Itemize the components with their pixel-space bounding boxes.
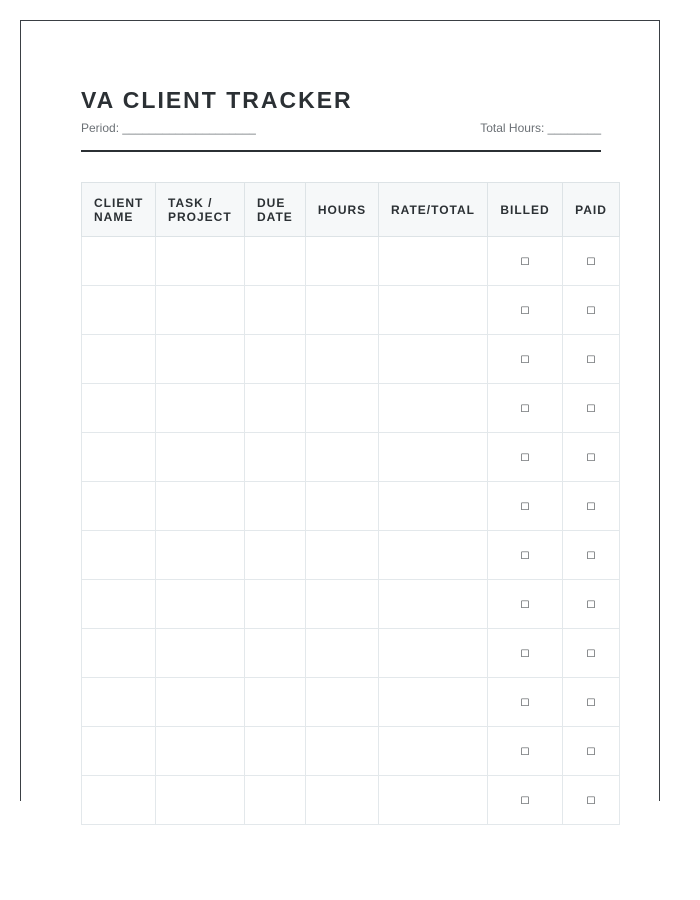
billed-cell [488,776,563,825]
due-date-cell[interactable] [245,482,306,531]
task-project-cell[interactable] [156,384,245,433]
billed-checkbox[interactable]: ☐ [520,698,530,709]
table-row [82,580,620,629]
paid-cell [563,727,620,776]
billed-checkbox[interactable]: ☐ [520,404,530,415]
column-header-client-name [82,183,156,237]
hours-cell[interactable] [306,335,379,384]
due-date-cell[interactable] [245,776,306,825]
task-project-cell[interactable] [156,776,245,825]
column-header-due-date [245,183,306,237]
rate-total-cell[interactable] [379,678,488,727]
billed-cell [488,678,563,727]
rate-total-cell[interactable] [379,433,488,482]
billed-checkbox[interactable]: ☐ [520,649,530,660]
tracker-table [81,182,620,825]
paid-cell [563,580,620,629]
table-body [82,237,620,825]
hours-cell[interactable] [306,237,379,286]
rate-total-cell[interactable] [379,482,488,531]
rate-total-cell[interactable] [379,580,488,629]
billed-cell [488,580,563,629]
task-project-cell[interactable] [156,678,245,727]
column-header-label: PROJECT [168,209,232,224]
billed-checkbox[interactable]: ☐ [520,257,530,268]
table-row [82,629,620,678]
due-date-cell[interactable] [245,580,306,629]
client-name-cell[interactable] [82,482,156,531]
client-name-cell[interactable] [82,335,156,384]
hours-cell[interactable] [306,286,379,335]
paid-cell [563,335,620,384]
task-project-cell[interactable] [156,580,245,629]
paid-cell [563,384,620,433]
billed-checkbox[interactable]: ☐ [520,502,530,513]
table-row [82,482,620,531]
column-header-label: NAME [94,209,134,224]
rate-total-cell[interactable] [379,531,488,580]
task-project-cell[interactable] [156,286,245,335]
billed-cell [488,286,563,335]
paid-checkbox[interactable]: ☐ [586,698,596,709]
client-name-cell[interactable] [82,384,156,433]
paid-checkbox[interactable]: ☐ [586,649,596,660]
paid-checkbox[interactable]: ☐ [586,306,596,317]
client-name-cell[interactable] [82,286,156,335]
billed-checkbox[interactable]: ☐ [520,355,530,366]
header-divider [81,150,601,152]
task-project-cell[interactable] [156,433,245,482]
client-name-cell[interactable] [82,678,156,727]
client-name-cell[interactable] [82,629,156,678]
billed-checkbox[interactable]: ☐ [520,551,530,562]
paid-cell [563,237,620,286]
period-field: Period: ____________________ [81,121,256,135]
column-header-label: PAID [575,202,607,217]
client-name-cell[interactable] [82,531,156,580]
rate-total-cell[interactable] [379,629,488,678]
table-row [82,678,620,727]
billed-cell [488,335,563,384]
billed-checkbox[interactable]: ☐ [520,453,530,464]
due-date-cell[interactable] [245,433,306,482]
billed-cell [488,384,563,433]
task-project-cell[interactable] [156,482,245,531]
hours-cell[interactable] [306,776,379,825]
table-row [82,531,620,580]
hours-cell[interactable] [306,482,379,531]
paid-cell [563,433,620,482]
hours-cell[interactable] [306,727,379,776]
column-header-billed [488,183,563,237]
due-date-cell[interactable] [245,384,306,433]
paid-checkbox[interactable]: ☐ [586,257,596,268]
column-header-rate-total [379,183,488,237]
hours-cell[interactable] [306,580,379,629]
paid-checkbox[interactable]: ☐ [586,600,596,611]
hours-cell[interactable] [306,678,379,727]
table-row [82,335,620,384]
task-project-cell[interactable] [156,335,245,384]
column-header-label: CLIENT [94,195,144,210]
table-row [82,237,620,286]
rate-total-cell[interactable] [379,237,488,286]
due-date-cell[interactable] [245,335,306,384]
billed-cell [488,433,563,482]
paid-checkbox[interactable]: ☐ [586,747,596,758]
billed-cell [488,531,563,580]
billed-cell [488,629,563,678]
billed-checkbox[interactable]: ☐ [520,747,530,758]
due-date-cell[interactable] [245,237,306,286]
table-row [82,433,620,482]
paid-cell [563,776,620,825]
task-project-cell[interactable] [156,727,245,776]
task-project-cell[interactable] [156,237,245,286]
due-date-cell[interactable] [245,286,306,335]
paid-cell [563,482,620,531]
table-row [82,776,620,825]
due-date-cell[interactable] [245,629,306,678]
table-row [82,286,620,335]
column-header-label: HOURS [317,202,367,217]
billed-checkbox[interactable]: ☐ [520,600,530,611]
column-header-label: TASK / [168,195,213,210]
paid-checkbox[interactable]: ☐ [586,796,596,807]
rate-total-cell[interactable] [379,776,488,825]
table-row [82,384,620,433]
column-header-hours [306,183,379,237]
column-header-paid [563,183,620,237]
due-date-cell[interactable] [245,727,306,776]
due-date-cell[interactable] [245,531,306,580]
hours-cell[interactable] [306,531,379,580]
rate-total-cell[interactable] [379,727,488,776]
page-title: VA CLIENT TRACKER [81,87,353,113]
rate-total-cell[interactable] [379,335,488,384]
paid-checkbox[interactable]: ☐ [586,453,596,464]
paid-cell [563,629,620,678]
client-name-cell[interactable] [82,237,156,286]
billed-cell [488,482,563,531]
total-hours-field: Total Hours: ________ [480,121,601,135]
task-project-cell[interactable] [156,629,245,678]
meta-row [81,121,601,139]
billed-checkbox[interactable]: ☐ [520,796,530,807]
column-header-task-project [156,183,245,237]
column-header-label: DATE [257,209,293,224]
column-header-label: DUE [257,195,286,210]
column-header-label: BILLED [500,202,550,217]
table-row [82,727,620,776]
table-header-row [82,183,620,237]
column-header-label: RATE/TOTAL [391,202,475,217]
hours-cell[interactable] [306,384,379,433]
client-name-cell[interactable] [82,727,156,776]
paid-checkbox[interactable]: ☐ [586,502,596,513]
billed-cell [488,237,563,286]
paid-cell [563,286,620,335]
client-name-cell[interactable] [82,776,156,825]
hours-cell[interactable] [306,433,379,482]
paid-cell [563,531,620,580]
tracker-sheet [20,20,660,807]
due-date-cell[interactable] [245,678,306,727]
paid-checkbox[interactable]: ☐ [586,404,596,415]
task-project-cell[interactable] [156,531,245,580]
paid-checkbox[interactable]: ☐ [586,551,596,562]
client-name-cell[interactable] [82,580,156,629]
client-name-cell[interactable] [82,433,156,482]
billed-cell [488,727,563,776]
paid-checkbox[interactable]: ☐ [586,355,596,366]
rate-total-cell[interactable] [379,384,488,433]
billed-checkbox[interactable]: ☐ [520,306,530,317]
paid-cell [563,678,620,727]
rate-total-cell[interactable] [379,286,488,335]
hours-cell[interactable] [306,629,379,678]
